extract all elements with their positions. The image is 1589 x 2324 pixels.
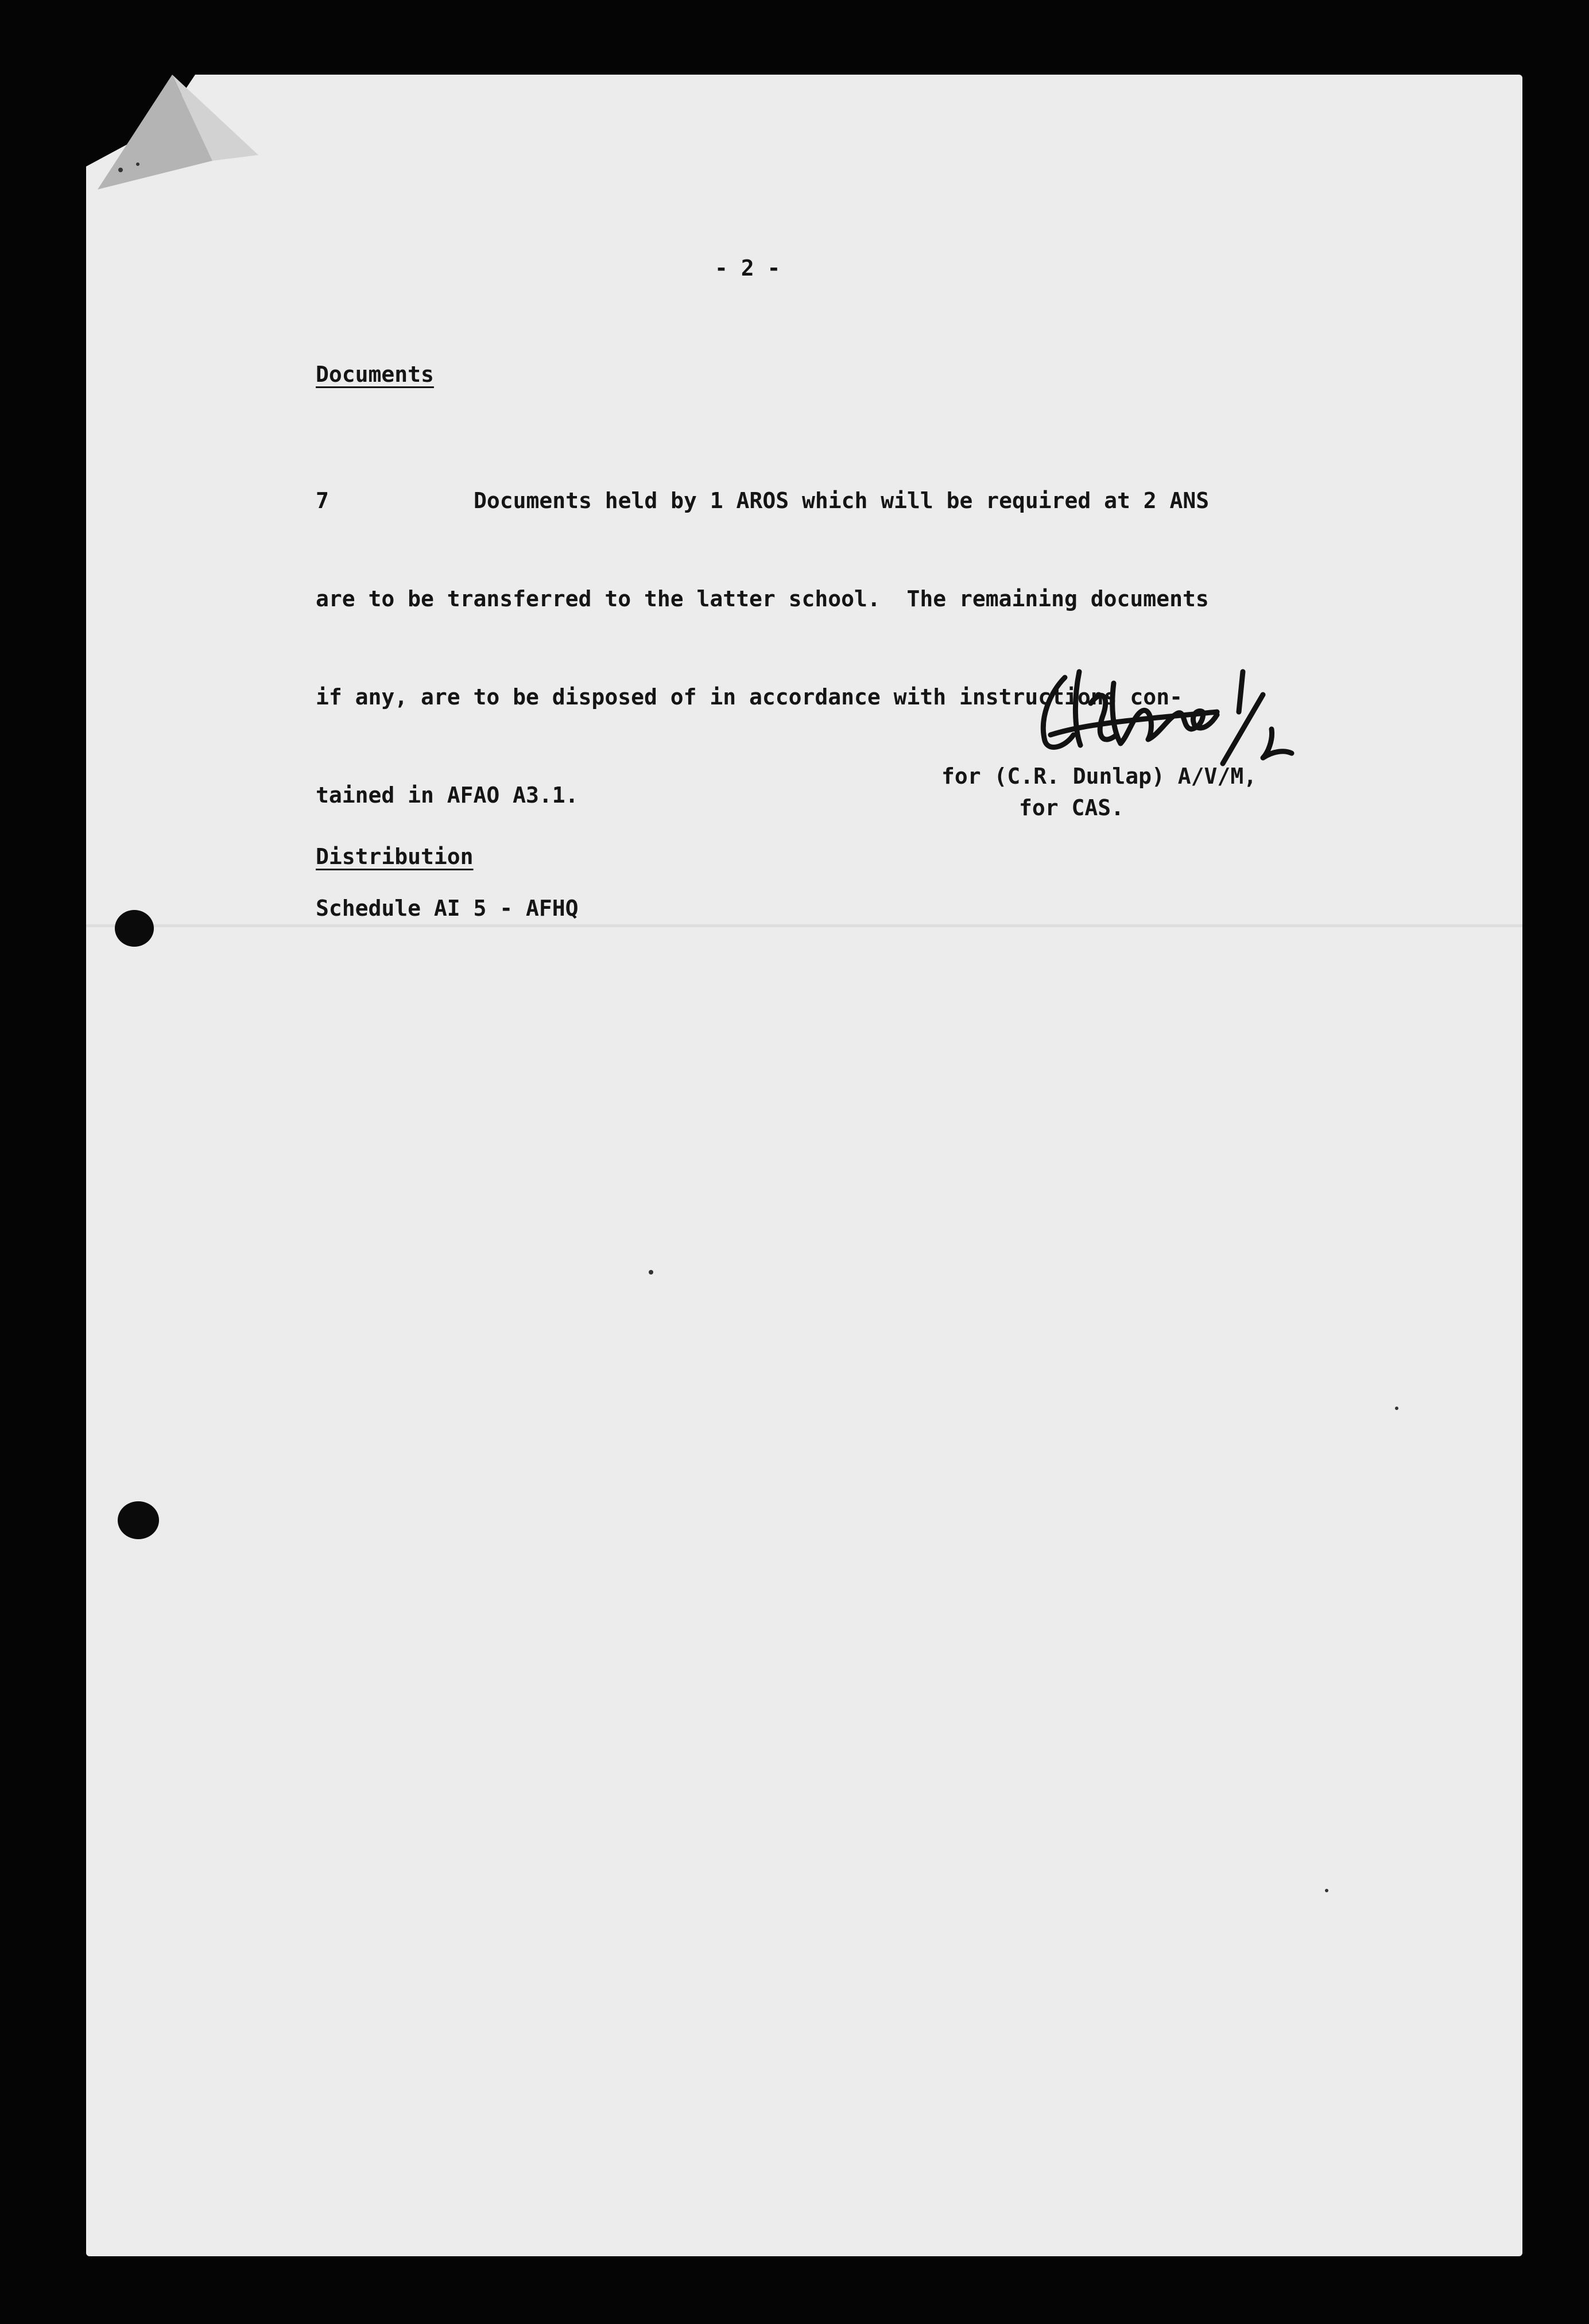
page-number: - 2 - bbox=[715, 255, 781, 281]
paragraph-line: tained in AFAO A3.1. bbox=[316, 783, 579, 808]
paragraph-line bbox=[316, 485, 1209, 517]
distribution-heading: Distribution bbox=[316, 844, 474, 869]
handwritten-signature bbox=[1010, 649, 1332, 769]
punch-hole bbox=[118, 1501, 159, 1539]
paragraph-line-text: Documents held by 1 AROS which will be required at 2 ANS bbox=[474, 488, 1210, 513]
folded-corner bbox=[86, 57, 281, 207]
paper-speck bbox=[1395, 1407, 1398, 1410]
punch-hole bbox=[115, 910, 154, 947]
paper-speck bbox=[1325, 1889, 1328, 1892]
paragraph-number: 7 bbox=[316, 488, 329, 513]
paragraph-line: if any, are to be disposed of in accordance with instructions con- bbox=[316, 684, 1183, 710]
signatory-authority: for CAS. bbox=[1019, 795, 1125, 820]
documents-heading: Documents bbox=[316, 362, 434, 387]
document-page bbox=[86, 75, 1522, 2256]
paper-speck bbox=[649, 1270, 653, 1275]
paragraph-line: are to be transferred to the latter school. The remaining documents bbox=[316, 586, 1209, 611]
distribution-schedule: Schedule AI 5 - AFHQ bbox=[316, 896, 579, 921]
signatory-line: for (C.R. Dunlap) A/V/M, bbox=[941, 764, 1257, 789]
fold-line bbox=[86, 924, 1522, 927]
